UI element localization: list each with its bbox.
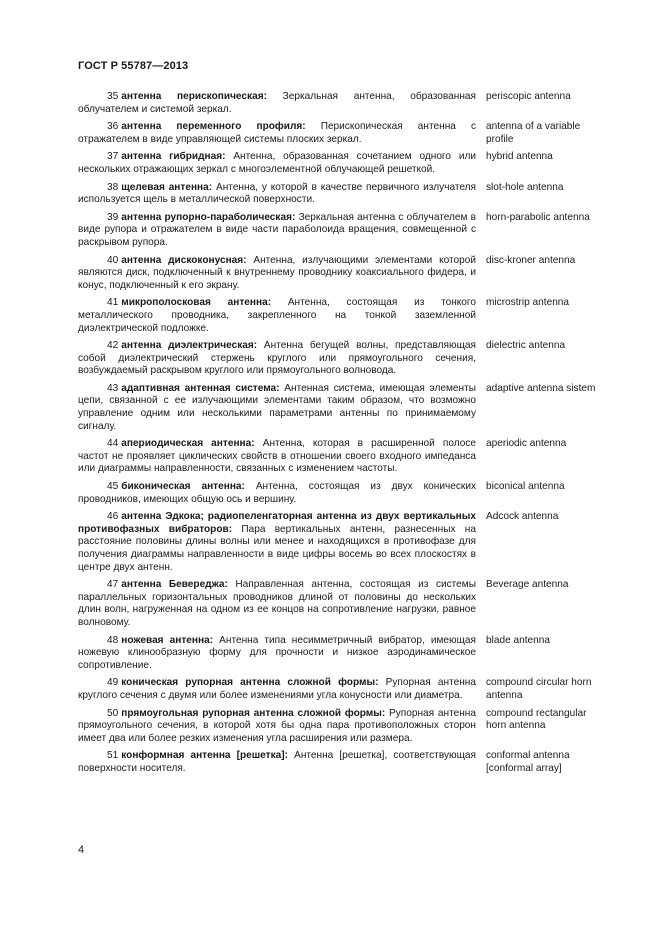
english-equivalent: blade antenna	[486, 634, 550, 646]
term-number: 47	[107, 579, 119, 591]
term-definition	[78, 297, 476, 335]
term-entry	[78, 121, 598, 146]
term-number: 38	[107, 181, 119, 193]
term-definition	[78, 750, 476, 775]
term-description: Пара вертикальных антенн, разнесенных на расстояние половины длины волны или менее и находящихся в противофазе для получения диаграммы направленности в виде цифры восемь во всех плоскостях в центре двух антенн.	[78, 523, 476, 573]
page-number: 4	[78, 844, 85, 856]
term-definition	[78, 121, 476, 146]
term-entry	[78, 708, 598, 746]
term-number: 39	[107, 211, 119, 223]
term-number: 46	[107, 511, 119, 523]
term-name: антенна рупорно-параболическая:	[121, 211, 296, 223]
term-number: 43	[107, 382, 119, 394]
term-description: Антенна, излучающими элементами которой являются диск, подключенный к внутреннему проводнику коаксиального фидера, и конус, подключенный к его экрану.	[78, 254, 476, 291]
term-description: Антенна, которая в расширенной полосе частот не проявляет циклических свойств в отношении своего входного импеданса или диаграммы направленности, связанных с изменением частоты.	[78, 438, 476, 475]
term-description: Перископическая антенна с отражателем в виде управляющей системы плоских зеркал.	[78, 121, 476, 145]
term-definition	[78, 91, 476, 116]
term-description: Антенная система, имеющая элементы цепи, связанной с ее излучающими элементами таким образом, что возможно управление одним или несколькими параметрами антенны по принимаемому сигналу.	[78, 382, 476, 432]
term-name: антенна Бевереджа:	[121, 579, 228, 591]
term-definition	[78, 579, 476, 629]
term-name: апериодическая антенна:	[121, 438, 255, 450]
term-description: Зеркальная антенна с облучателем в виде рупора и отражателем в виде части параболоида вращения, совмещенной с раскрывом рупора.	[78, 211, 477, 248]
term-description: Антенна, состоящая из тонкого металлического проводника, закрепленного на тонкой заземленной диэлектрической подложке.	[78, 297, 476, 334]
english-equivalent: biconical antenna	[486, 481, 565, 493]
term-number: 49	[107, 677, 119, 689]
term-description: Зеркальная антенна, образованная облучателем и системой зеркал.	[78, 91, 476, 115]
term-description: Направленная антенна, состоящая из системы параллельных горизонтальных проводников длиной от половины до нескольких длин волн, нагруженная на одном из ее концов на сопротивление нагрузки, равное волновому.	[78, 579, 476, 628]
term-name: антенна Эдкока; радиопеленгаторная антенна из двух вертикальных противофазных вибраторов:	[78, 511, 476, 535]
term-number: 45	[107, 481, 119, 493]
term-definition	[78, 708, 476, 746]
term-name: антенна дискоконусная:	[121, 254, 247, 266]
english-equivalent: aperiodic antenna	[486, 438, 567, 450]
term-entry	[78, 297, 598, 335]
english-equivalent: Adcock antenna	[486, 511, 559, 523]
term-number: 42	[107, 340, 119, 352]
term-name: коническая рупорная антенна сложной формы:	[121, 677, 379, 689]
english-equivalent: compound circular horn antenna	[486, 677, 592, 701]
term-definition	[78, 481, 476, 506]
terms-list	[78, 91, 598, 781]
term-description: Антенна, образованная сочетанием одного или нескольких отражающих зеркал с многоэлементной облучающей решеткой.	[78, 151, 476, 175]
term-definition	[78, 182, 476, 207]
term-number: 44	[107, 438, 119, 450]
term-description: Антенна бегущей волны, представляющая собой диэлектрический стержень круглого или прямоугольного сечения, возбуждаемый раскрывом круглого или прямоугольного волновода.	[78, 340, 476, 377]
term-description: Антенна [решетка], соответствующая поверхности носителя.	[78, 750, 476, 774]
term-name: ножевая антенна:	[121, 634, 214, 646]
term-entry	[78, 212, 598, 250]
english-equivalent: horn-parabolic antenna	[486, 211, 590, 223]
term-entry	[78, 481, 598, 506]
term-entry	[78, 579, 598, 629]
english-equivalent: slot-hole antenna	[486, 181, 564, 193]
term-definition	[78, 511, 476, 574]
term-entry	[78, 438, 598, 476]
term-name: антенна гибридная:	[121, 151, 226, 163]
english-equivalent: microstrip antenna	[486, 297, 570, 309]
term-entry	[78, 151, 598, 176]
term-definition	[78, 438, 476, 476]
term-name: прямоугольная рупорная антенна сложной формы:	[121, 707, 386, 719]
term-entry	[78, 91, 598, 116]
term-number: 48	[107, 634, 119, 646]
term-definition	[78, 340, 476, 378]
term-definition	[78, 212, 476, 250]
english-equivalent: conformal antenna [conformal array]	[486, 750, 570, 774]
term-name: биконическая антенна:	[121, 481, 245, 493]
english-equivalent: adaptive antenna sistem	[486, 382, 596, 394]
term-name: антенна переменного профиля:	[121, 121, 306, 133]
english-equivalent: antenna of a variable profile	[486, 121, 581, 145]
term-definition	[78, 255, 476, 293]
term-name: антенна перископическая:	[121, 91, 267, 102]
english-equivalent: periscopic antenna	[486, 91, 571, 102]
term-entry	[78, 182, 598, 207]
term-entry	[78, 255, 598, 293]
term-number: 37	[107, 151, 119, 163]
english-equivalent: hybrid antenna	[486, 151, 553, 163]
term-number: 35	[107, 91, 119, 102]
term-name: щелевая антенна:	[121, 181, 213, 193]
term-description: Рупорная антенна круглого сечения с двумя или более изменениями угла конусности или диаметра.	[78, 677, 476, 701]
term-number: 51	[107, 750, 119, 762]
term-description: Антенна типа несимметричный вибратор, имеющая ножевую клинообразную форму для прочности и низкое аэродинамическое сопротивление.	[78, 634, 476, 671]
term-entry	[78, 750, 598, 775]
term-entry	[78, 677, 598, 702]
term-entry	[78, 635, 598, 673]
term-entry	[78, 340, 598, 378]
term-definition	[78, 635, 476, 673]
term-name: конформная антенна [решетка]:	[121, 750, 288, 762]
term-description: Антенна, состоящая из двух конических проводников, имеющих общую ось и вершину.	[78, 481, 476, 505]
term-entry	[78, 383, 598, 433]
document-header: ГОСТ Р 55787—2013	[78, 60, 189, 72]
term-name: адаптивная антенная система:	[121, 382, 280, 394]
english-equivalent: compound rectangular horn antenna	[486, 707, 587, 732]
term-definition	[78, 383, 476, 433]
term-definition	[78, 677, 476, 702]
term-name: антенна диэлектрическая:	[121, 340, 258, 352]
english-equivalent: dielectric antenna	[486, 340, 566, 352]
term-number: 40	[107, 254, 119, 266]
term-definition	[78, 151, 476, 176]
term-description: Антенна, у которой в качестве первичного излучателя используется щель в металлической поверхности.	[78, 181, 476, 206]
term-number: 36	[107, 121, 119, 133]
term-number: 41	[107, 297, 119, 309]
term-description: Рупорная антенна прямоугольного сечения, в которой хотя бы одна пара противоположных сторон имеет два или более резких изменения угла расширения или размера.	[78, 707, 476, 744]
english-equivalent: Beverage antenna	[486, 579, 569, 591]
english-equivalent: disc-kroner antenna	[486, 254, 576, 266]
term-name: микрополосковая антенна:	[121, 297, 272, 309]
term-entry	[78, 511, 598, 574]
term-number: 50	[107, 707, 119, 719]
